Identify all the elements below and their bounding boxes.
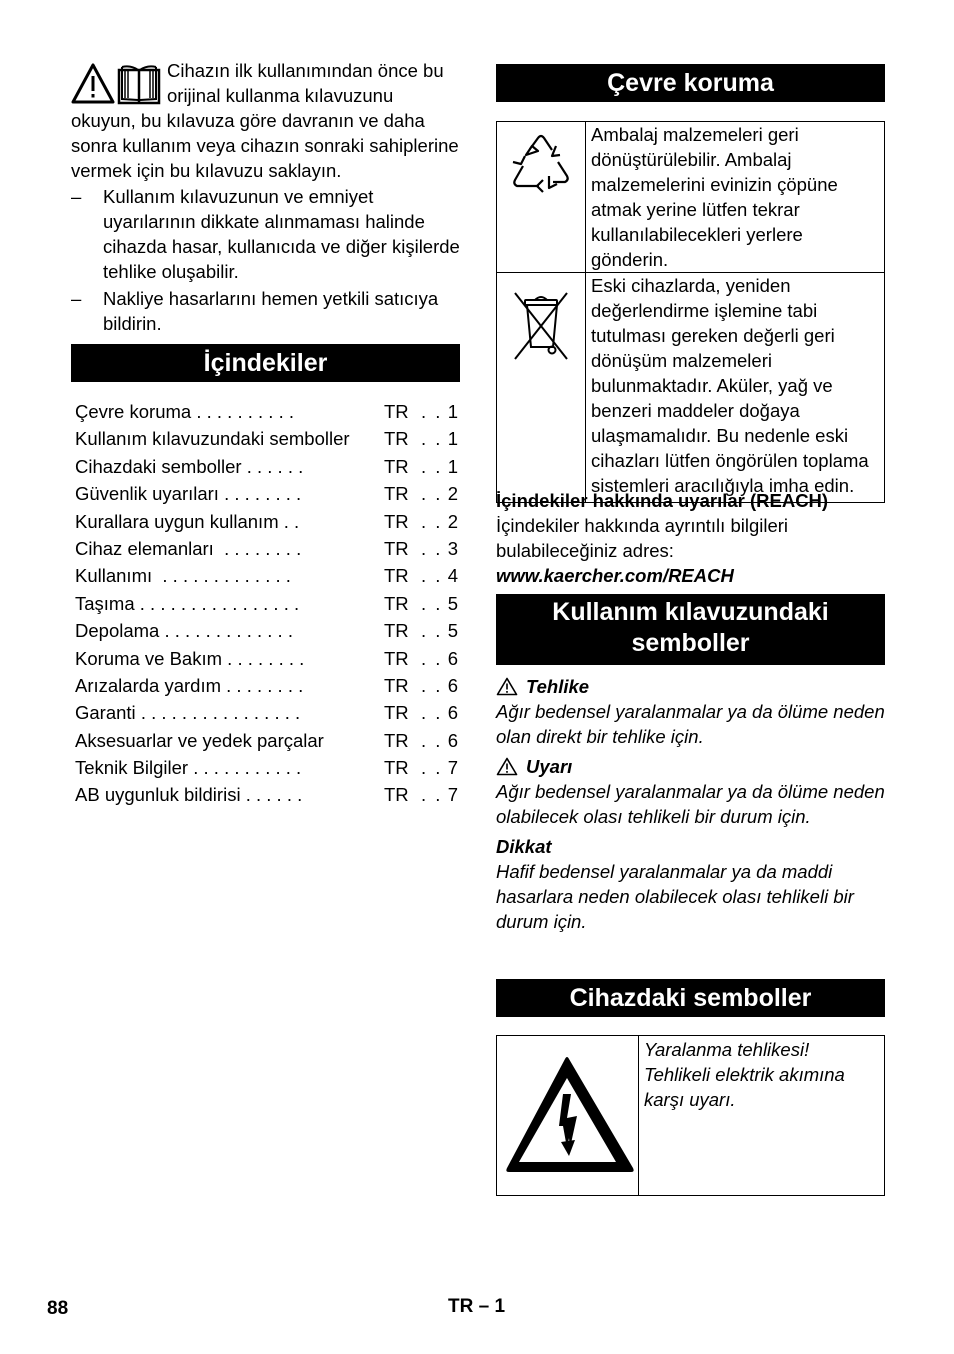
toc-entry-page: 7 [447, 784, 458, 806]
toc-entry[interactable] [75, 398, 460, 425]
intro-icons [71, 62, 161, 108]
toc-entry-title: Depolama . . . . . . . . . . . . . [75, 620, 293, 642]
toc-entry-title: Koruma ve Bakım . . . . . . . . [75, 647, 305, 669]
page-number: 88 [47, 1298, 69, 1319]
toc-entry[interactable] [75, 453, 460, 480]
device-symbols-heading: Cihazdaki semboller [496, 979, 885, 1017]
toc-entry-lang: TR [384, 647, 409, 669]
toc-entry-leader: . . [421, 647, 443, 669]
list-item [71, 184, 460, 284]
symbols-section [496, 674, 885, 939]
symbol-label-text: Tehlike [526, 676, 590, 697]
table-row [497, 273, 885, 503]
toc-heading: İçindekiler [71, 344, 460, 382]
symbols-heading-line: Kullanım kılavuzundaki [552, 598, 829, 626]
intro-section [71, 58, 460, 183]
toc-entry-lang: TR [384, 510, 409, 532]
toc-entry-title: Güvenlik uyarıları . . . . . . . . [75, 483, 302, 505]
reach-url-link[interactable]: www.kaercher.com/REACH [496, 565, 734, 586]
toc-entry-leader: . . [421, 757, 443, 779]
toc-entry-lang: TR [384, 784, 409, 806]
toc-entry-page: 6 [447, 674, 458, 696]
toc-entry[interactable] [75, 699, 460, 726]
toc-entry-title: Cihazdaki semboller . . . . . . [75, 455, 304, 477]
toc-entry[interactable] [75, 645, 460, 672]
toc-entry-leader: . . [421, 729, 443, 751]
toc-entry-lang: TR [384, 757, 409, 779]
toc-entry-lang: TR [384, 428, 409, 450]
toc-entry-title: Taşıma . . . . . . . . . . . . . . . . [75, 592, 300, 614]
toc-entry[interactable] [75, 535, 460, 562]
symbol-label [496, 674, 885, 699]
toc-entry-lang: TR [384, 401, 409, 422]
toc-entry[interactable] [75, 727, 460, 754]
toc-entry-title: Garanti . . . . . . . . . . . . . . . . [75, 702, 301, 724]
env-heading: Çevre koruma [496, 64, 885, 102]
toc-entry[interactable] [75, 425, 460, 452]
reach-title: İçindekiler hakkında uyarılar (REACH) [496, 490, 829, 511]
crossed-bin-icon [497, 273, 585, 368]
toc-entry[interactable] [75, 562, 460, 589]
toc-entry-lang: TR [384, 537, 409, 559]
toc-entry-page: 7 [447, 757, 458, 779]
manual-book-icon [119, 66, 159, 103]
table-of-contents [75, 398, 460, 809]
warning-triangle-icon [496, 757, 518, 776]
toc-entry-title: Kullanımı . . . . . . . . . . . . . [75, 565, 291, 587]
symbol-label-text: Uyarı [526, 756, 573, 777]
device-symbols-table [496, 1035, 885, 1196]
toc-entry-title: Cihaz elemanları . . . . . . . . [75, 537, 302, 559]
toc-entry-leader: . . [421, 674, 443, 696]
symbol-description: Ağır bedensel yaralanmalar ya da ölüme neden olabilecek olası tehlikeli bir durum için. [496, 781, 885, 827]
symbol-description: Hafif bedensel yaralanmalar ya da maddi hasarlara neden olabilecek olası tehlikeli bir durum için. [496, 861, 854, 932]
symbols-heading [496, 594, 885, 665]
toc-entry-page: 1 [447, 401, 458, 422]
toc-entry-page: 4 [447, 565, 458, 587]
toc-entry-leader: . . [421, 702, 443, 724]
toc-entry-title: AB uygunluk bildirisi . . . . . . [75, 784, 303, 806]
symbol-description: Ağır bedensel yaralanmalar ya da ölüme neden olan direkt bir tehlike için. [496, 701, 885, 747]
list-item [71, 286, 460, 336]
warning-triangle-icon [73, 65, 113, 102]
toc-entry-leader: . . [421, 401, 443, 422]
toc-entry-leader: . . [421, 510, 443, 532]
toc-entry-page: 1 [447, 455, 458, 477]
toc-entry-page: 2 [447, 483, 458, 505]
toc-entry-page: 1 [447, 428, 458, 450]
symbol-label [496, 754, 885, 779]
toc-entry-leader: . . [421, 784, 443, 806]
toc-entry-lang: TR [384, 592, 409, 614]
intro-bullets [71, 184, 460, 338]
warning-triangle-icon [496, 677, 518, 696]
toc-entry-leader: . . [421, 565, 443, 587]
bullet-text: Kullanım kılavuzunun ve emniyet uyarılarının dikkate alınmaması halinde cihazda hasar, kullanıcıda ve diğer kişilerde tehlike oluşabilir. [103, 186, 460, 282]
toc-entry[interactable] [75, 590, 460, 617]
table-row [497, 122, 885, 273]
env-table [496, 121, 885, 503]
symbols-heading-line: semboller [631, 629, 750, 657]
toc-entry-lang: TR [384, 455, 409, 477]
toc-entry-page: 6 [447, 647, 458, 669]
reach-section [496, 488, 885, 588]
toc-entry-title: Kurallara uygun kullanım . . [75, 510, 300, 532]
toc-entry-leader: . . [421, 428, 443, 450]
toc-entry-title: Aksesuarlar ve yedek parçalar [75, 729, 324, 751]
toc-entry-leader: . . [421, 455, 443, 477]
toc-entry-leader: . . [421, 592, 443, 614]
toc-entry-leader: . . [421, 537, 443, 559]
env-text: Ambalaj malzemeleri geri dönüştürülebilir. Ambalaj malzemelerini evinizin çöpüne atmak yerine lütfen tekrar kullanılabilecekleri yerlere gönderin. [586, 122, 885, 273]
toc-entry-page: 3 [447, 537, 458, 559]
reach-text: İçindekiler hakkında ayrıntılı bilgileri bulabileceğiniz adres: [496, 515, 789, 561]
toc-entry-leader: . . [421, 620, 443, 642]
toc-entry[interactable] [75, 617, 460, 644]
toc-entry-lang: TR [384, 565, 409, 587]
toc-entry-title: Teknik Bilgiler . . . . . . . . . . . [75, 757, 302, 779]
toc-entry[interactable] [75, 480, 460, 507]
symbol-label-text: Dikkat [496, 836, 552, 857]
toc-entry[interactable] [75, 754, 460, 781]
toc-entry-page: 5 [447, 592, 458, 614]
toc-entry-lang: TR [384, 674, 409, 696]
bullet-dash: – [71, 186, 82, 207]
toc-entry-title: Çevre koruma . . . . . . . . . . [75, 401, 294, 422]
toc-entry[interactable] [75, 672, 460, 699]
toc-entry[interactable] [75, 781, 460, 808]
toc-entry-lang: TR [384, 483, 409, 505]
toc-entry-title: Arızalarda yardım . . . . . . . . [75, 674, 304, 696]
toc-entry[interactable] [75, 508, 460, 535]
intro-text: Cihazın ilk kullanımından önce bu orijinal kullanma kılavuzunu okuyun, bu kılavuza göre davranın ve daha sonra kullanım veya cihazın sonraki sahiplerine vermek için bu kılavuzu saklayın. [71, 60, 459, 181]
toc-entry-lang: TR [384, 620, 409, 642]
toc-entry-leader: . . [421, 483, 443, 505]
toc-entry-lang: TR [384, 729, 409, 751]
table-row [497, 1036, 885, 1196]
env-icon-cell [497, 122, 586, 273]
bullet-dash: – [71, 288, 82, 309]
toc-entry-title: Kullanım kılavuzundaki semboller [75, 428, 350, 450]
symbol-label [496, 834, 885, 859]
toc-entry-page: 5 [447, 620, 458, 642]
bullet-text: Nakliye hasarlarını hemen yetkili satıcıya bildirin. [103, 288, 439, 334]
electric-shock-warning-icon [497, 1036, 638, 1190]
section-page-label: TR – 1 [448, 1296, 506, 1317]
env-text: Eski cihazlarda, yeniden değerlendirme işlemine tabi tutulması gereken değerli geri dönüşüm malzemeleri bulunmaktadır. Aküler, yağ ve benzeri maddeler doğaya ulaşmamalıdır. Bu nedenle eski cihazları lütfen öngörülen toplama sistemleri aracılığıyla imha edin. [586, 273, 885, 503]
device-symbol-text: Yaralanma tehlikesi! Tehlikeli elektrik akımına karşı uyarı. [639, 1036, 885, 1196]
toc-entry-page: 6 [447, 702, 458, 724]
toc-entry-page: 6 [447, 729, 458, 751]
recycle-icon [497, 122, 585, 232]
env-icon-cell [497, 273, 586, 503]
toc-entry-page: 2 [447, 510, 458, 532]
device-icon-cell [497, 1036, 639, 1196]
toc-entry-lang: TR [384, 702, 409, 724]
